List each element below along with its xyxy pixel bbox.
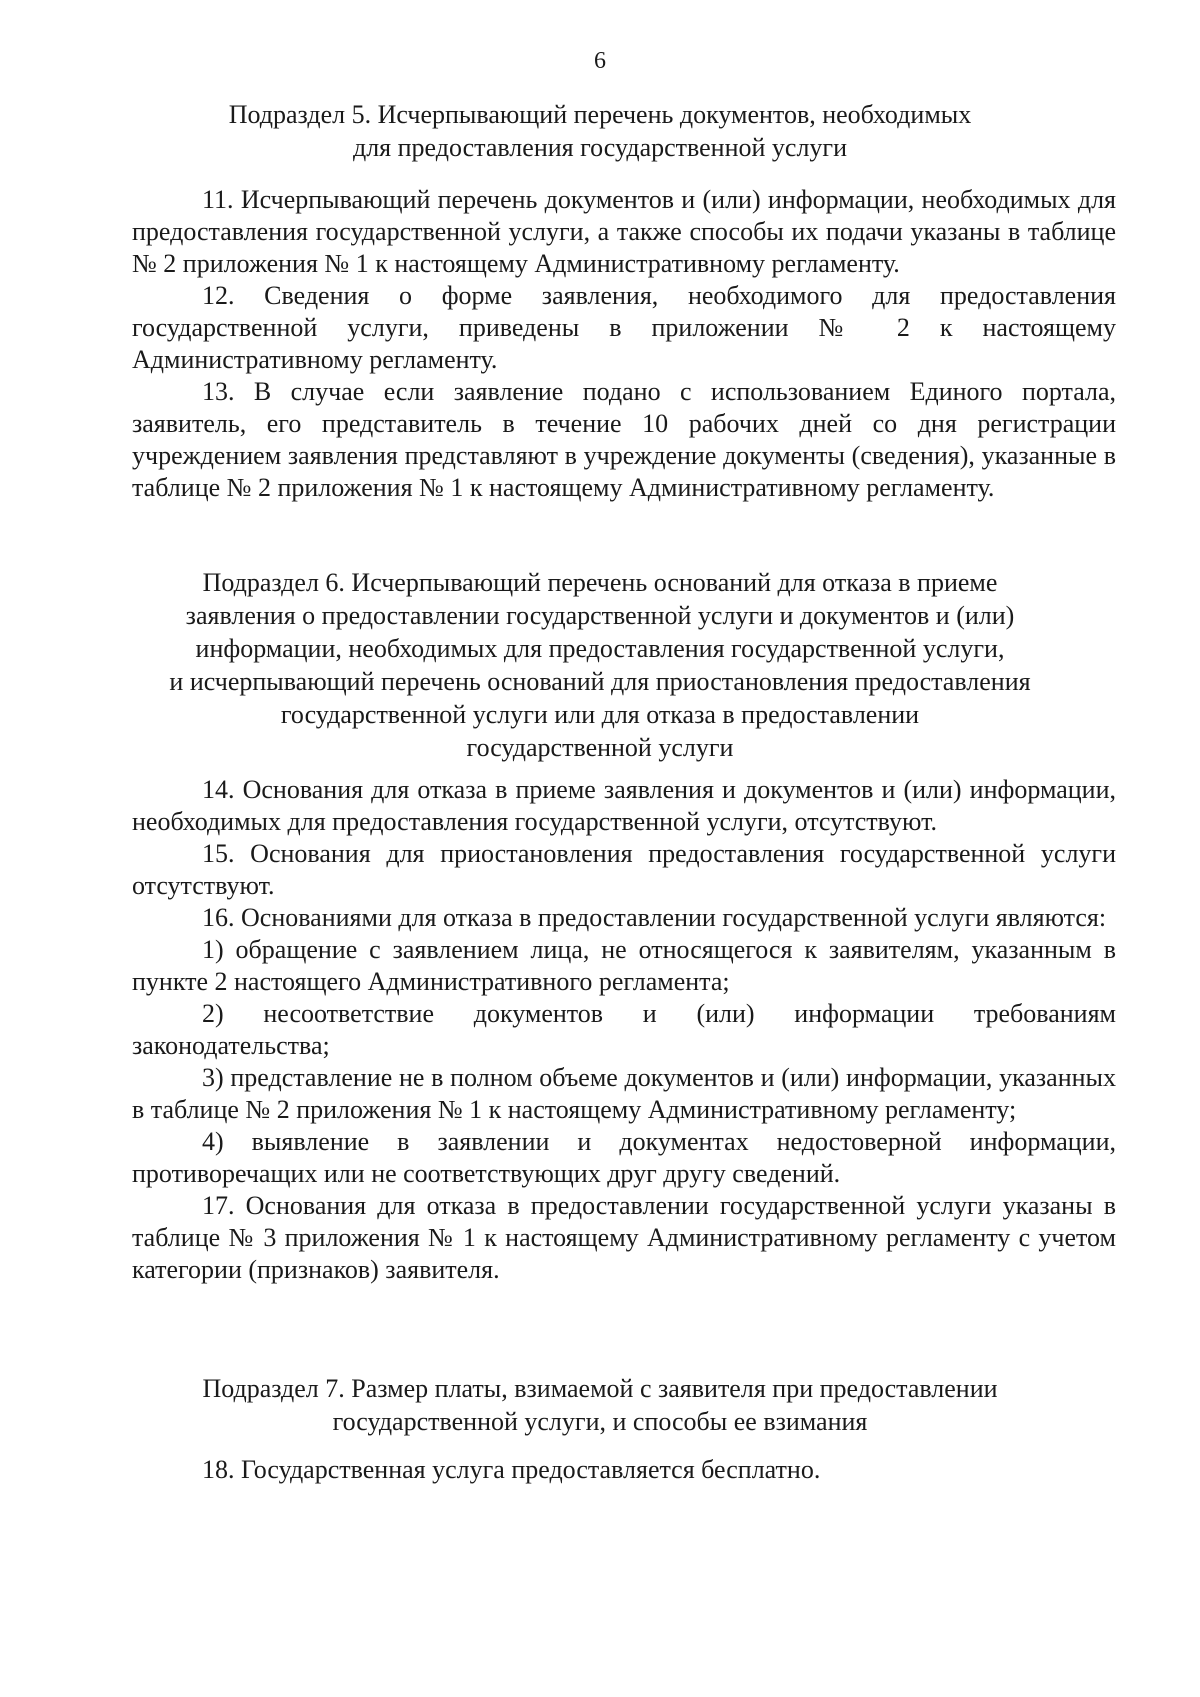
paragraph-15: 15. Основания для приостановления предоставления государственной услуги отсутствуют. <box>132 839 1116 900</box>
list-item-2: 2) несоответствие документов и (или) информации требованиям законодательства; <box>132 999 1116 1060</box>
subsection-5-heading <box>120 98 1080 164</box>
heading-line: государственной услуги <box>466 733 734 762</box>
heading-line: Подраздел 6. Исчерпывающий перечень оснований для отказа в приеме <box>202 568 998 597</box>
paragraph-14: 14. Основания для отказа в приеме заявления и документов и (или) информации, необходимых для предоставления государственной услуги, отсутствуют. <box>132 775 1116 836</box>
subsection-5-body <box>132 184 1116 504</box>
subsection-7-heading <box>120 1372 1080 1438</box>
heading-line: государственной услуги, и способы ее взимания <box>332 1407 868 1436</box>
heading-line: Подраздел 7. Размер платы, взимаемой с заявителя при предоставлении <box>202 1374 998 1403</box>
list-item-1: 1) обращение с заявлением лица, не относящегося к заявителям, указанным в пункте 2 настоящего Административного регламента; <box>132 935 1116 996</box>
paragraph-11: 11. Исчерпывающий перечень документов и (или) информации, необходимых для предоставления государственной услуги, а также способы их подачи указаны в таблице № 2 приложения № 1 к настоящему Административному регламенту. <box>132 185 1116 278</box>
list-item-4: 4) выявление в заявлении и документах недостоверной информации, противоречащих или не соответствующих друг другу сведений. <box>132 1127 1116 1188</box>
subsection-7-body <box>132 1454 1116 1486</box>
heading-line: государственной услуги или для отказа в предоставлении <box>280 700 920 729</box>
heading-line: информации, необходимых для предоставления государственной услуги, <box>195 634 1005 663</box>
heading-line: для предоставления государственной услуги <box>352 133 848 162</box>
subsection-6-heading <box>120 566 1080 764</box>
paragraph-18: 18. Государственная услуга предоставляется бесплатно. <box>202 1455 821 1484</box>
heading-line: заявления о предоставлении государственной услуги и документов и (или) <box>185 601 1015 630</box>
heading-line: и исчерпывающий перечень оснований для приостановления предоставления <box>169 667 1031 696</box>
paragraph-16: 16. Основаниями для отказа в предоставлении государственной услуги являются: <box>202 903 1107 932</box>
paragraph-12: 12. Сведения о форме заявления, необходимого для предоставления государственной услуги, приведены в приложении № 2 к настоящему Административному регламенту. <box>132 281 1116 374</box>
page-number: 6 <box>594 48 606 74</box>
paragraph-17: 17. Основания для отказа в предоставлении государственной услуги указаны в таблице № 3 приложения № 1 к настоящему Административному регламенту с учетом категории (признаков) заявителя. <box>132 1191 1116 1284</box>
subsection-6-body <box>132 774 1116 1286</box>
list-item-3: 3) представление не в полном объеме документов и (или) информации, указанных в таблице № 2 приложения № 1 к настоящему Административному регламенту; <box>132 1063 1116 1124</box>
heading-line: Подраздел 5. Исчерпывающий перечень документов, необходимых <box>228 100 972 129</box>
paragraph-13: 13. В случае если заявление подано с использованием Единого портала, заявитель, его представитель в течение 10 рабочих дней со дня регистрации учреждением заявления представляют в учреждение документы (сведения), указанные в таблице № 2 приложения № 1 к настоящему Административному регламенту. <box>132 377 1116 502</box>
